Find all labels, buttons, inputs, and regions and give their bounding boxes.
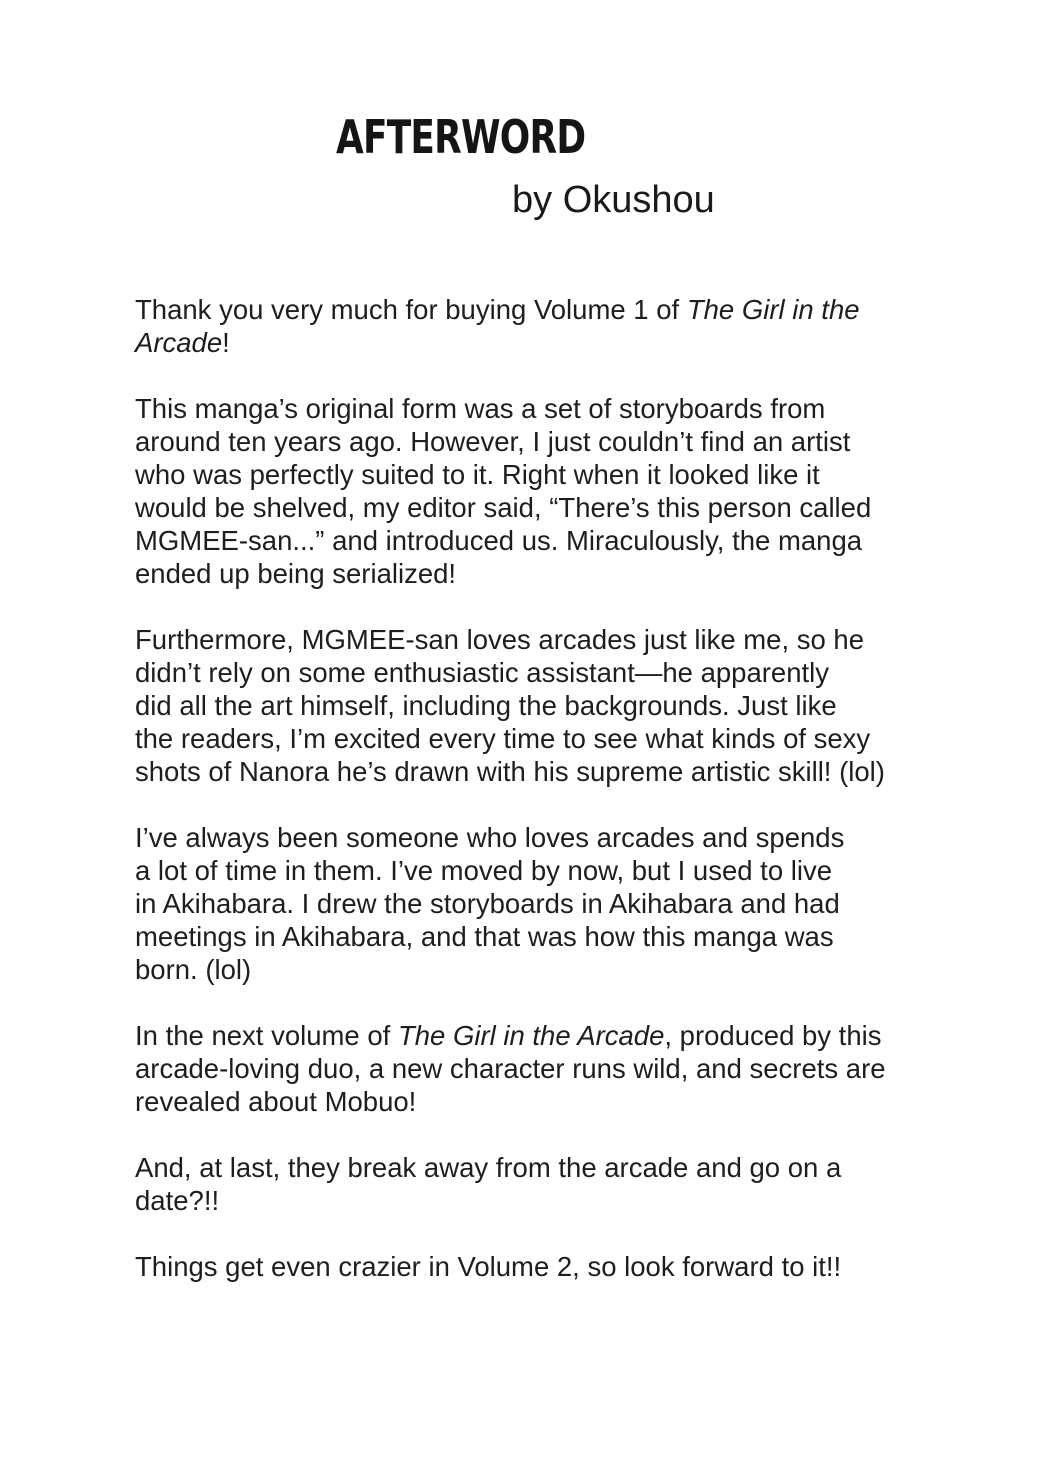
text-line xyxy=(135,887,955,920)
text-line xyxy=(135,1250,955,1283)
paragraph xyxy=(135,392,955,590)
afterword-body xyxy=(135,293,955,1283)
text-line xyxy=(135,458,955,491)
text-line xyxy=(135,953,955,986)
text-line xyxy=(135,854,955,887)
text-segment: MGMEE-san...” and introduced us. Miraculously, the manga xyxy=(135,525,863,556)
text-line xyxy=(135,821,955,854)
text-line xyxy=(135,491,955,524)
text-segment: And, at last, they break away from the arcade and go on a xyxy=(135,1152,842,1183)
italic-title: The Girl in the xyxy=(686,294,860,325)
text-segment: ended up being serialized! xyxy=(135,558,457,589)
text-segment: revealed about Mobuo! xyxy=(135,1086,417,1117)
paragraph xyxy=(135,821,955,986)
text-line xyxy=(135,392,955,425)
text-segment: shots of Nanora he’s drawn with his supreme artistic skill! (lol) xyxy=(135,756,885,787)
text-line xyxy=(135,1019,955,1052)
paragraph xyxy=(135,623,955,788)
text-segment: Thank you very much for buying Volume 1 of xyxy=(135,294,687,325)
text-segment: did all the art himself, including the backgrounds. Just like xyxy=(135,690,837,721)
page-title: AFTERWORD xyxy=(336,110,586,164)
text-line xyxy=(135,425,955,458)
text-line xyxy=(135,1184,955,1217)
text-line xyxy=(135,524,955,557)
text-segment: Furthermore, MGMEE-san loves arcades just like me, so he xyxy=(135,624,865,655)
text-segment: the readers, I’m excited every time to see what kinds of sexy xyxy=(135,723,871,754)
text-line xyxy=(135,656,955,689)
paragraph xyxy=(135,293,955,359)
author-byline: by Okushou xyxy=(512,179,715,221)
paragraph xyxy=(135,1250,955,1283)
text-segment: I’ve always been someone who loves arcades and spends xyxy=(135,822,845,853)
text-line xyxy=(135,755,955,788)
text-segment: , produced by this xyxy=(664,1020,882,1051)
text-line xyxy=(135,326,955,359)
text-segment: would be shelved, my editor said, “There’s this person called xyxy=(135,492,872,523)
text-segment: ! xyxy=(222,327,230,358)
text-line xyxy=(135,689,955,722)
text-line xyxy=(135,920,955,953)
paragraph xyxy=(135,1019,955,1118)
paragraph xyxy=(135,1151,955,1217)
text-line xyxy=(135,557,955,590)
text-line xyxy=(135,1151,955,1184)
text-segment: date?!! xyxy=(135,1185,220,1216)
text-segment: who was perfectly suited to it. Right when it looked like it xyxy=(135,459,820,490)
text-segment: didn’t rely on some enthusiastic assistant—he apparently xyxy=(135,657,829,688)
text-line xyxy=(135,722,955,755)
text-segment: Things get even crazier in Volume 2, so look forward to it!! xyxy=(135,1251,842,1282)
text-segment: In the next volume of xyxy=(135,1020,398,1051)
text-line xyxy=(135,293,955,326)
text-segment: This manga’s original form was a set of storyboards from xyxy=(135,393,826,424)
text-line xyxy=(135,1052,955,1085)
text-segment: arcade-loving duo, a new character runs wild, and secrets are xyxy=(135,1053,886,1084)
text-segment: a lot of time in them. I’ve moved by now, but I used to live xyxy=(135,855,833,886)
text-line xyxy=(135,623,955,656)
text-segment: in Akihabara. I drew the storyboards in Akihabara and had xyxy=(135,888,840,919)
italic-title: The Girl in the Arcade xyxy=(397,1020,665,1051)
text-line xyxy=(135,1085,955,1118)
text-segment: born. (lol) xyxy=(135,954,252,985)
text-segment: around ten years ago. However, I just couldn’t find an artist xyxy=(135,426,851,457)
italic-title: Arcade xyxy=(135,327,223,358)
text-segment: meetings in Akihabara, and that was how this manga was xyxy=(135,921,834,952)
